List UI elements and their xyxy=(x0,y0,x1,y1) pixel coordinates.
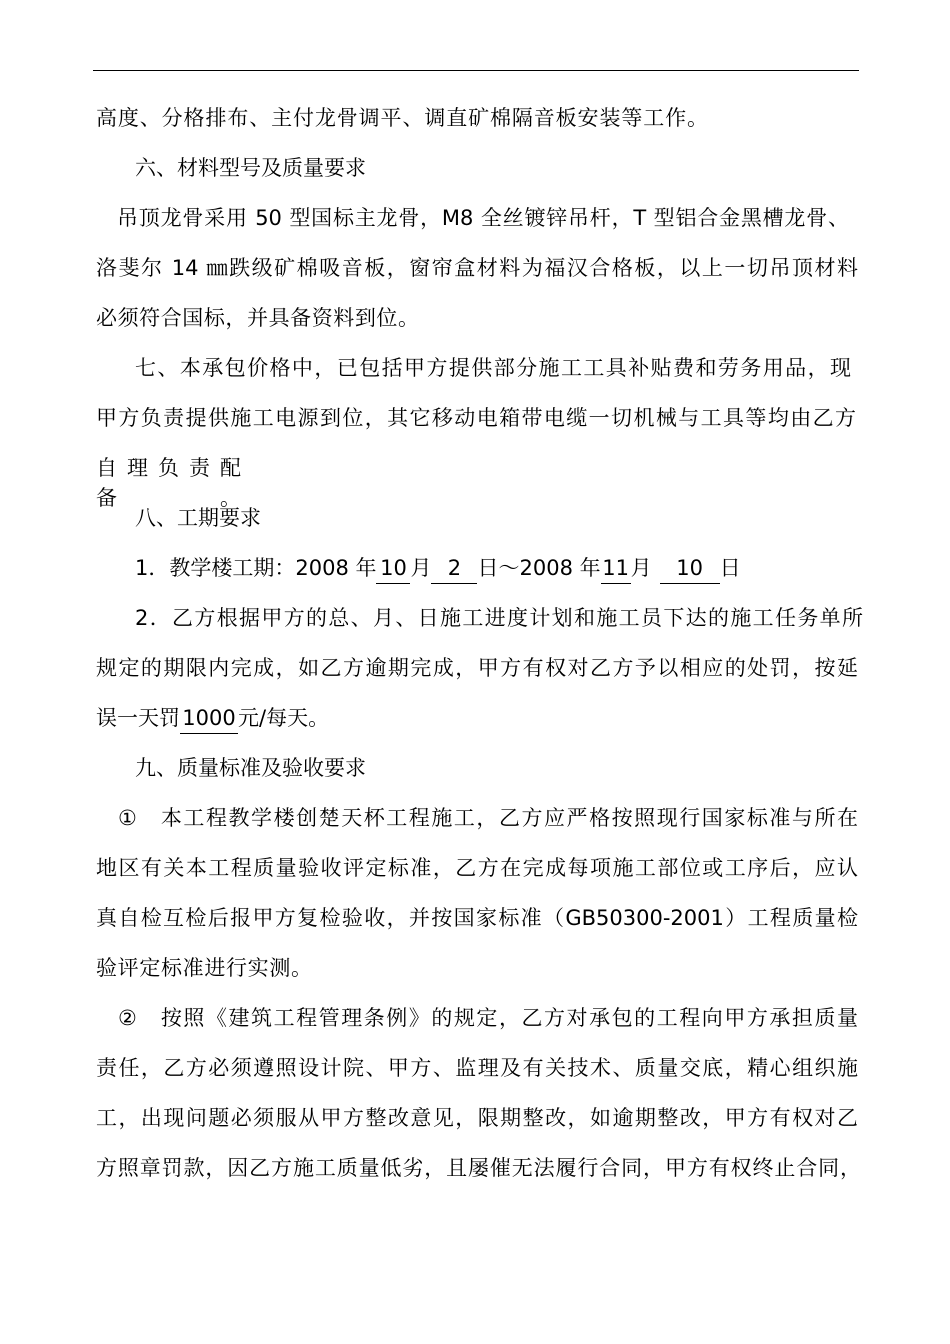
section-heading-materials: 六、材料型号及质量要求 xyxy=(135,156,366,180)
section-heading-quality: 九、质量标准及验收要求 xyxy=(135,756,366,780)
start-day-blank: 2 xyxy=(431,553,477,584)
penalty-amount-blank: 1000 xyxy=(180,703,238,734)
end-month-blank: 11 xyxy=(601,553,631,584)
paragraph-line-price-3: 自理负责配备。 xyxy=(96,456,241,510)
paragraph-line-quality-1: ① 本工程教学楼创楚天杯工程施工，乙方应严格按照现行国家标准与所在 xyxy=(118,806,858,830)
paragraph-line-liability-3: 工，出现问题必须服从甲方整改意见，限期整改，如逾期整改，甲方有权对乙 xyxy=(96,1106,858,1130)
paragraph-line-price-1: 七、本承包价格中，已包括甲方提供部分施工工具补贴费和劳务用品，现 xyxy=(135,356,851,380)
paragraph-line-delay-3 xyxy=(96,703,329,733)
paragraph-line-scope-end: 高度、分格排布、主付龙骨调平、调直矿棉隔音板安装等工作。 xyxy=(96,106,708,130)
schedule-middle: 日～2008 年 xyxy=(477,556,601,580)
month-label-1: 月 xyxy=(410,556,432,580)
paragraph-line-price-2: 甲方负责提供施工电源到位，其它移动电箱带电缆一切机械与工具等均由乙方 xyxy=(96,406,856,430)
schedule-line-dates xyxy=(135,553,741,583)
penalty-suffix: 元/每天。 xyxy=(238,706,330,730)
month-label-2: 月 xyxy=(630,556,652,580)
paragraph-line-quality-2: 地区有关本工程质量验收评定标准，乙方在完成每项施工部位或工序后，应认 xyxy=(96,856,858,880)
schedule-prefix: 1．教学楼工期：2008 年 xyxy=(135,556,377,580)
paragraph-line-materials-3: 必须符合国标，并具备资料到位。 xyxy=(96,306,419,330)
paragraph-line-quality-3: 真自检互检后报甲方复检验收，并按国家标准（GB50300-2001）工程质量检 xyxy=(96,906,858,930)
paragraph-line-delay-1: 2．乙方根据甲方的总、月、日施工进度计划和施工员下达的施工任务单所 xyxy=(135,606,863,630)
paragraph-line-materials-1: 吊顶龙骨采用 50 型国标主龙骨，M8 全丝镀锌吊杆，T 型铝合金黑槽龙骨、 xyxy=(117,206,849,230)
end-day-blank: 10 xyxy=(660,553,720,584)
header-rule xyxy=(93,70,859,71)
paragraph-line-liability-1: ② 按照《建筑工程管理条例》的规定，乙方对承包的工程向甲方承担质量 xyxy=(118,1006,858,1030)
section-heading-schedule: 八、工期要求 xyxy=(135,506,261,530)
paragraph-line-liability-2: 责任，乙方必须遵照设计院、甲方、监理及有关技术、质量交底，精心组织施 xyxy=(96,1056,858,1080)
paragraph-line-quality-4: 验评定标准进行实测。 xyxy=(96,956,312,980)
schedule-suffix: 日 xyxy=(719,556,741,580)
penalty-prefix: 误一天罚 xyxy=(96,706,180,730)
start-month-blank: 10 xyxy=(376,553,410,584)
paragraph-line-delay-2: 规定的期限内完成，如乙方逾期完成，甲方有权对乙方予以相应的处罚，按延 xyxy=(96,656,858,680)
paragraph-line-materials-2: 洛斐尔 14 ㎜跌级矿棉吸音板，窗帘盒材料为福汉合格板，以上一切吊顶材料 xyxy=(96,256,858,280)
paragraph-line-liability-4: 方照章罚款，因乙方施工质量低劣，且屡催无法履行合同，甲方有权终止合同， xyxy=(96,1156,861,1180)
